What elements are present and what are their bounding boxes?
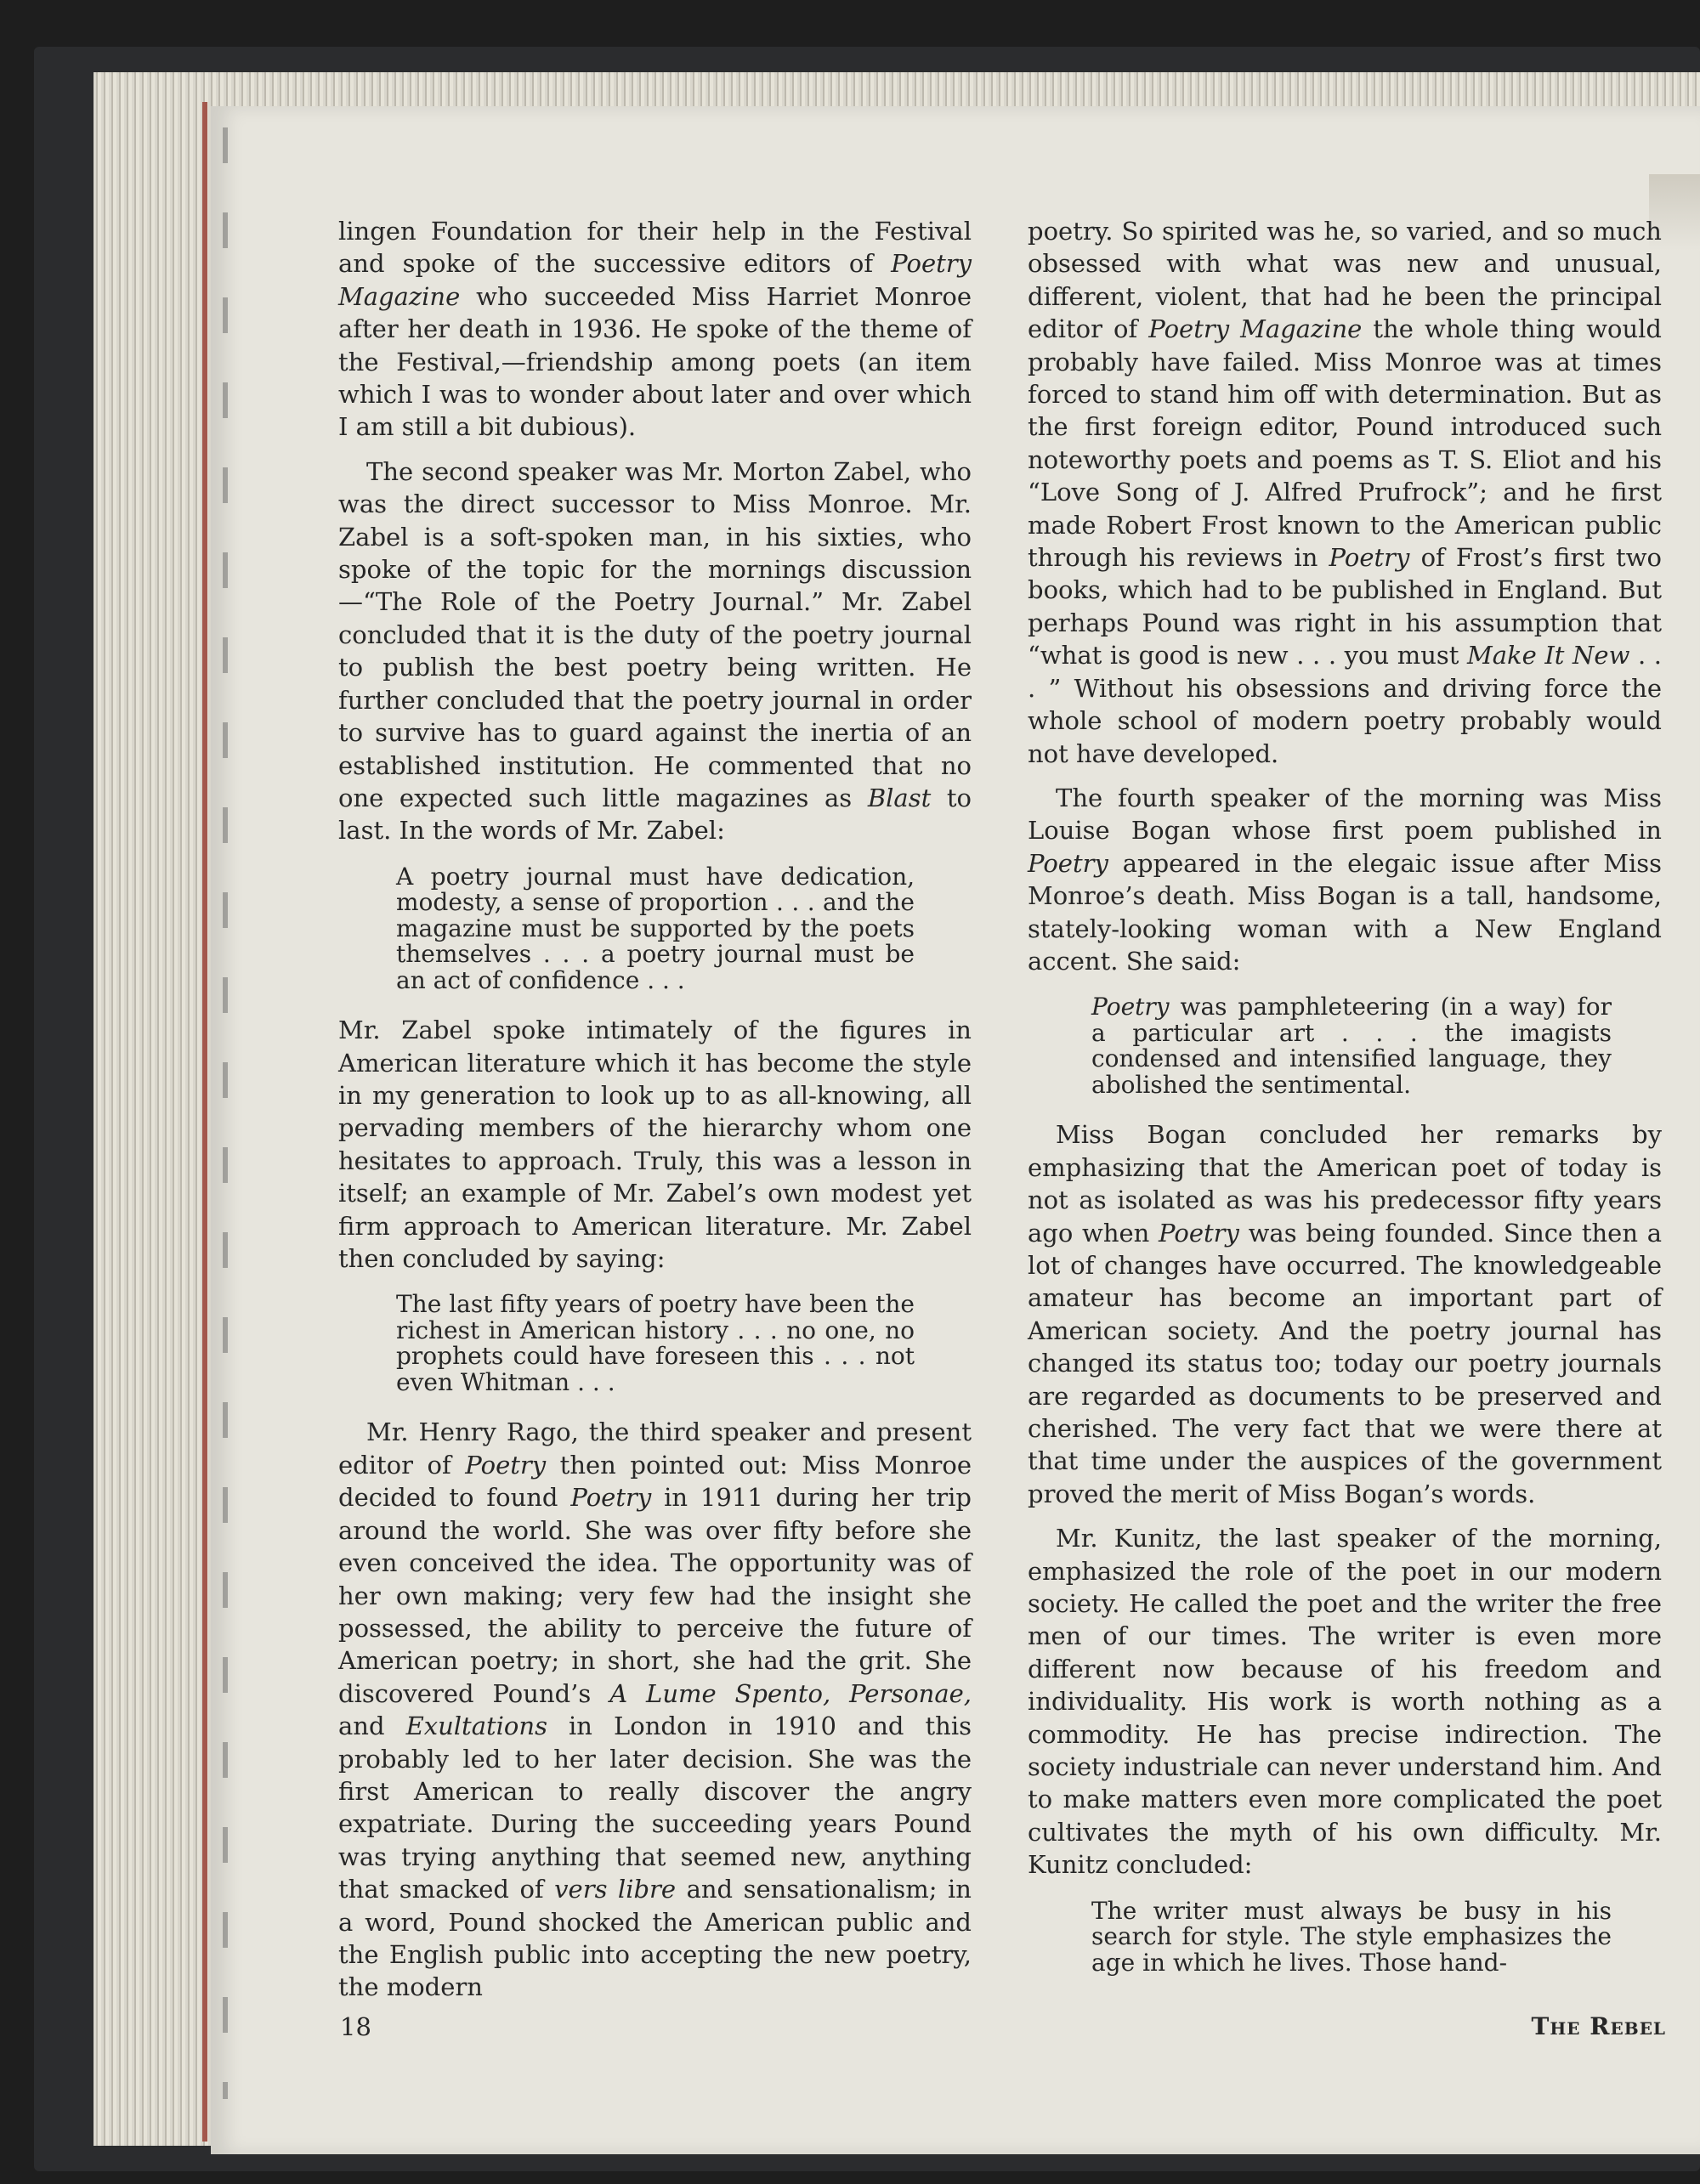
paragraph: Mr. Henry Rago, the third speaker and present editor of Poetry then pointed out: Miss Monroe decided to found Poetry in 1911 during her trip around the world. She was over fifty before she even conceived the idea. The opportunity was of her own making; very few had the insight she possessed, the ability to perceive the future of American poetry; in short, she had the grit. She discovered Pound’s A Lume Spento, Personae, and Exultations in London in 1910 and this probably led to her later decision. She was the first American to really discover the angry expatriate. During the succeeding years Pound was trying anything that seemed new, anything that smacked of vers libre and sensationalism; in a word, Pound shocked the American public and the English public into accepting the new poetry, the modern bbox=[338, 1417, 972, 2002]
paragraph: Mr. Kunitz, the last speaker of the morning, emphasized the role of the poet in our modern society. He called the poet and the writer the free men of our times. The writer is even more different now because of his freedom and individuality. His work is worth nothing as a commodity. He has precise indirection. The society industriale can never understand him. And to make matters even more complicated the poet cultivates the myth of his own difficulty. Mr. Kunitz concluded: bbox=[1028, 1524, 1662, 1880]
gutter-marks bbox=[223, 127, 228, 2099]
right-column bbox=[1028, 215, 1662, 1996]
running-title: The Rebel bbox=[1531, 2012, 1666, 2040]
page-edge-red bbox=[202, 102, 207, 2142]
block-quote: A poetry journal must have dedication, modesty, a sense of proportion . . . and the magazine must be supported by the poets themselves . . . a poetry journal must be an act of confidence . . . bbox=[396, 862, 915, 994]
block-quote: The last fifty years of poetry have been the richest in American history . . . no one, no prophets could have foreseen this . . . not even Whitman . . . bbox=[396, 1290, 915, 1396]
block-quote: The writer must always be busy in his search for style. The style emphasizes the age in which he lives. Those hand- bbox=[1091, 1896, 1612, 1977]
page-number: 18 bbox=[340, 2012, 371, 2041]
block-quote: Poetry was pamphleteering (in a way) for a particular art . . . the imagists condensed and intensified language, they abolished the sentimental. bbox=[1091, 993, 1612, 1099]
paragraph: The fourth speaker of the morning was Miss Louise Bogan whose first poem published in Poetry appeared in the elegaic issue after Miss Monroe’s death. Miss Bogan is a tall, handsome, stately-looking woman with a New England accent. She said: bbox=[1028, 783, 1662, 976]
paragraph: poetry. So spirited was he, so varied, and so much obsessed with what was new and unusual, different, violent, that had he been the principal editor of Poetry Magazine the whole thing would probably have failed. Miss Monroe was at times forced to stand him off with determination. But as the first foreign editor, Pound introduced such noteworthy poets and poems as T. S. Eliot and his “Love Song of J. Alfred Prufrock”; and he first made Robert Frost known to the American public through his reviews in Poetry of Frost’s first two books, which had to be published in England. But perhaps Pound was right in his assumption that “what is good is new . . . you must Make It New . . . ” Without his obsessions and driving force the whole school of modern poetry probably would not have developed. bbox=[1028, 217, 1662, 768]
paragraph: Miss Bogan concluded her remarks by emphasizing that the American poet of today is not as isolated as was his predecessor fifty years ago when Poetry was being founded. Since then a lot of changes have occurred. The knowledgeable amateur has become an important part of American society. And the poetry journal has changed its status too; today our poetry journals are regarded as documents to be preserved and cherished. The very fact that we were there at that time under the auspices of the government proved the merit of Miss Bogan’s words. bbox=[1028, 1120, 1662, 1508]
left-column bbox=[338, 215, 972, 2004]
paragraph: Mr. Zabel spoke intimately of the figures in American literature which it has become the style in my generation to look up to as all-knowing, all pervading members of the hierarchy whom one hesitates to approach. Truly, this was a lesson in itself; an example of Mr. Zabel’s own modest yet firm approach to American literature. Mr. Zabel then concluded by saying: bbox=[338, 1016, 972, 1274]
paragraph: lingen Foundation for their help in the Festival and spoke of the successive editors of Poetry Magazine who succeeded Miss Harriet Monroe after her death in 1936. He spoke of the theme of the Festival,—friendship among poets (an item which I was to wonder about later and over which I am still a bit dubious). bbox=[338, 217, 972, 442]
paragraph: The second speaker was Mr. Morton Zabel, who was the direct successor to Miss Monroe. Mr. Zabel is a soft-spoken man, in his sixties, who spoke of the topic for the mornings discussion—“The Role of the Poetry Journal.” Mr. Zabel concluded that it is the duty of the poetry journal to publish the best poetry being written. He further concluded that the poetry journal in order to survive has to guard against the inertia of an established institution. He commented that no one expected such little magazines as Blast to last. In the words of Mr. Zabel: bbox=[338, 456, 972, 846]
